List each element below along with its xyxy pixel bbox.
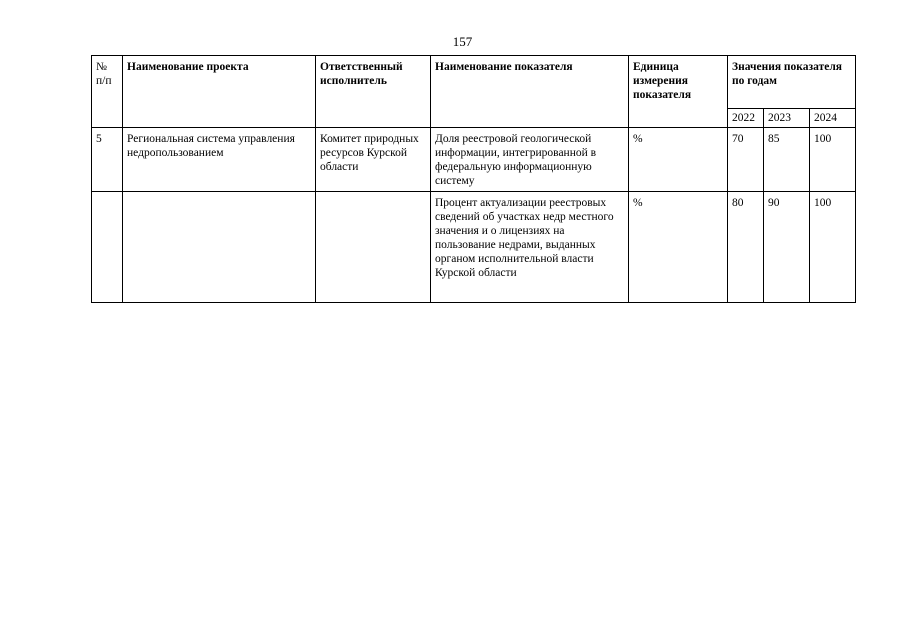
row-executor: Комитет природных ресурсов Курской области: [316, 128, 431, 192]
header-project: Наименование проекта: [123, 56, 316, 128]
row-num: 5: [92, 128, 123, 192]
row-unit: %: [629, 192, 728, 303]
row-executor: [316, 192, 431, 303]
row-project: [123, 192, 316, 303]
table-header-row: [92, 56, 856, 109]
row-indicator: Процент актуализации реестровых сведений об участках недр местного значения и о лицензиях на пользование недрами, выданных органом исполнительной власти Курской области: [431, 192, 629, 303]
row-project: Региональная система управления недропользованием: [123, 128, 316, 192]
row-value-2023: 90: [764, 192, 810, 303]
row-indicator: Доля реестровой геологической информации, интегрированной в федеральную информационную систему: [431, 128, 629, 192]
row-unit: %: [629, 128, 728, 192]
indicators-table: [91, 55, 856, 303]
header-num: № п/п: [92, 56, 123, 128]
year-2023: 2023: [764, 109, 810, 128]
header-indicator: Наименование показателя: [431, 56, 629, 128]
year-2022: 2022: [728, 109, 764, 128]
page-number: 157: [452, 34, 473, 49]
row-value-2024: 100: [810, 192, 856, 303]
header-values: Значения показателя по годам: [728, 56, 856, 109]
row-value-2023: 85: [764, 128, 810, 192]
year-2024: 2024: [810, 109, 856, 128]
header-executor: Ответственный исполнитель: [316, 56, 431, 128]
table-row: [92, 192, 856, 303]
row-value-2022: 70: [728, 128, 764, 192]
row-value-2022: 80: [728, 192, 764, 303]
header-unit: Единица измерения показателя: [629, 56, 728, 128]
row-value-2024: 100: [810, 128, 856, 192]
row-num: [92, 192, 123, 303]
table-row: [92, 128, 856, 192]
